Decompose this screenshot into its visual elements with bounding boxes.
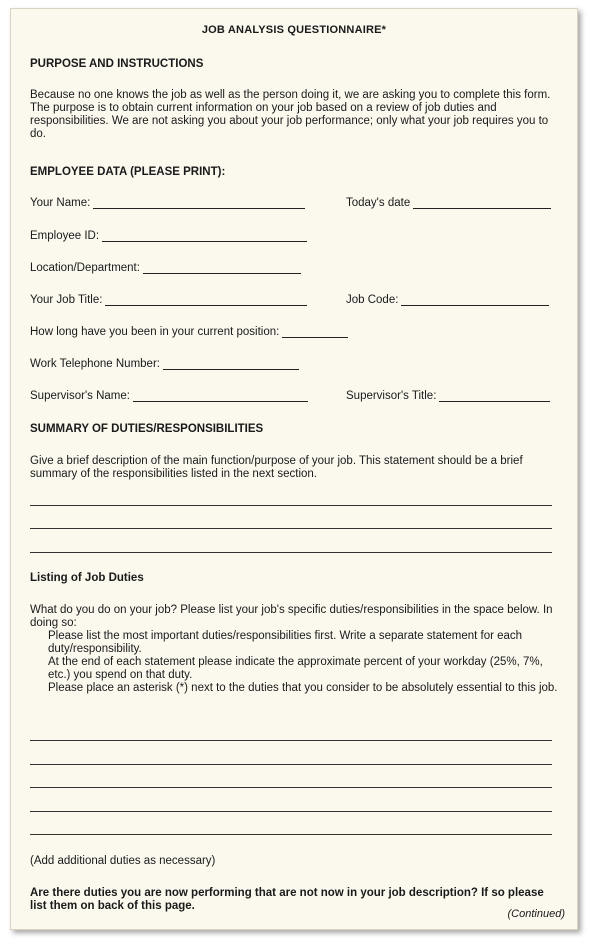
duties-heading: Listing of Job Duties [30,572,144,584]
date-label: Today's date [346,197,411,209]
extra-duties-question: Are there duties you are now performing that are not now in your job description? If so please list them on back of this page. [30,887,544,912]
position-duration-blank[interactable] [282,326,348,338]
continued-label: (Continued) [507,908,565,920]
summary-line-2[interactable] [30,528,552,529]
duties-instructions [30,604,558,695]
location-label: Location/Department: [30,262,140,274]
summary-line-1[interactable] [30,505,552,506]
employee-data-heading: EMPLOYEE DATA (PLEASE PRINT): [30,166,226,178]
summary-line-3[interactable] [30,552,552,553]
job-title-blank[interactable] [105,294,307,306]
duties-instruction-1: Please list the most important duties/responsibilities first. Write a separate statement for each duty/responsibility. [48,630,523,655]
supervisor-title-label: Supervisor's Title: [346,390,437,402]
name-label: Your Name: [30,197,91,209]
page-title: JOB ANALYSIS QUESTIONNAIRE* [201,24,387,36]
duties-instruction-3: Please place an asterisk (*) next to the duties that you consider to be absolutely essential to this job. [48,682,558,694]
purpose-text: Because no one knows the job as well as the person doing it, we are asking you to complete this form. The purpose is to obtain current information on your job based on a review of job duties and responsibilities. We are not asking you about your job performance; only what your job requires you to do. [30,89,551,140]
job-code-blank[interactable] [401,294,549,306]
job-code-label: Job Code: [346,294,399,306]
date-blank[interactable] [413,197,551,209]
summary-heading: SUMMARY OF DUTIES/RESPONSIBILITIES [30,423,264,435]
duty-line-1[interactable] [30,740,552,741]
duty-line-3[interactable] [30,787,552,788]
employee-id-blank[interactable] [102,230,307,242]
additional-duties-note: (Add additional duties as necessary) [30,855,216,867]
date-field[interactable] [346,197,551,209]
work-phone-field[interactable] [30,358,299,370]
job-code-field[interactable] [346,294,549,306]
duty-line-2[interactable] [30,764,552,765]
supervisor-title-field[interactable] [346,390,550,402]
job-title-field[interactable] [30,294,307,306]
supervisor-title-blank[interactable] [439,390,550,402]
duty-line-5[interactable] [30,834,552,835]
location-blank[interactable] [143,262,301,274]
position-duration-field[interactable] [30,326,348,338]
position-duration-label: How long have you been in your current position: [30,326,280,338]
name-blank[interactable] [93,197,305,209]
supervisor-name-field[interactable] [30,390,308,402]
purpose-heading: PURPOSE AND INSTRUCTIONS [30,58,204,70]
employee-id-label: Employee ID: [30,230,100,242]
duties-intro: What do you do on your job? Please list your job's specific duties/responsibilities in the space below. In doing so: [30,604,553,629]
duty-line-4[interactable] [30,811,552,812]
summary-text: Give a brief description of the main function/purpose of your job. This statement should be a brief summary of the responsibilities listed in the next section. [30,455,523,480]
job-title-label: Your Job Title: [30,294,103,306]
employee-id-field[interactable] [30,230,307,242]
questionnaire-page [10,8,578,930]
supervisor-name-blank[interactable] [133,390,308,402]
work-phone-label: Work Telephone Number: [30,358,160,370]
work-phone-blank[interactable] [163,358,299,370]
location-field[interactable] [30,262,301,274]
duties-instruction-2: At the end of each statement please indicate the approximate percent of your workday (25%, 7%, etc.) you spend on that duty. [48,656,543,681]
name-field[interactable] [30,197,305,209]
supervisor-name-label: Supervisor's Name: [30,390,130,402]
